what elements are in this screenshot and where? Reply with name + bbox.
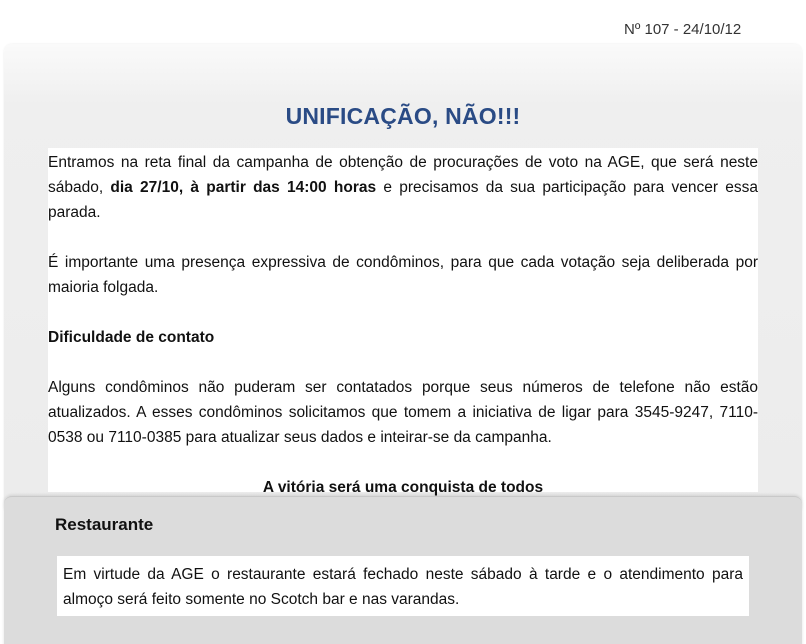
restaurant-notice: Em virtude da AGE o restaurante estará fechado neste sábado à tarde e o atendimento para almoço será feito somente no Scotch bar e nas varandas. <box>57 556 749 616</box>
article-title: UNIFICAÇÃO, NÃO!!! <box>285 103 521 129</box>
paragraph-campaign-text-end: e precisamos da sua participação para vencer essa parada. <box>48 179 758 221</box>
issue-number-date: Nº 107 - 24/10/12 <box>624 21 742 38</box>
paragraph-campaign <box>48 150 758 225</box>
meeting-date-time: dia 27/10, à partir das 14:00 horas <box>110 179 377 196</box>
contact-difficulty-heading: Dificuldade de contato <box>48 329 215 346</box>
paragraph-contact: Alguns condôminos não puderam ser contatados porque seus números de telefone não estão atualizados. A esses condôminos solicitamos que tomem a iniciativa de ligar para 3545-9247, 7110-0538 ou 7110-0385 para atualizar seus dados e inteirar-se da campanha. <box>48 379 758 446</box>
closing-statement: A vitória será uma conquista de todos <box>262 479 544 496</box>
restaurant-title: Restaurante <box>55 515 154 534</box>
paragraph-presence: É importante uma presença expressiva de condôminos, para que cada votação seja deliberada por maioria folgada. <box>48 254 758 296</box>
article-body <box>48 148 758 496</box>
paragraph-campaign-text-start: Entramos na reta final da campanha de obtenção de procurações de voto na AGE, que será neste sábado, <box>48 154 758 196</box>
